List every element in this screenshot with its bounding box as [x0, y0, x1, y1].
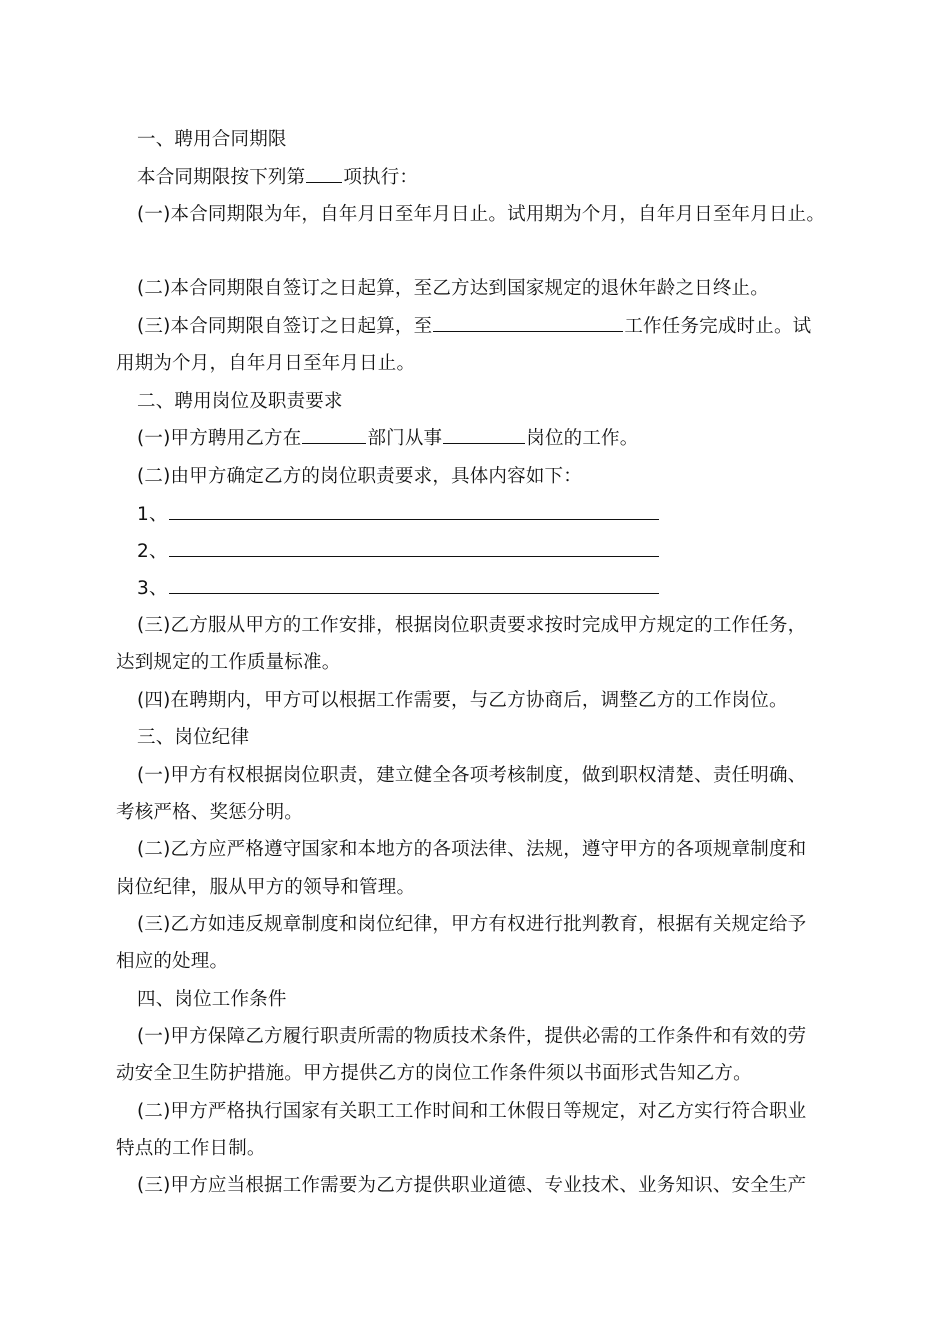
- fill-blank: [433, 315, 623, 332]
- fill-blank: [443, 427, 525, 444]
- paragraph-line: (四)在聘期内，甲方可以根据工作需要，与乙方协商后，调整乙方的工作岗位。: [137, 690, 788, 711]
- duty-line-1: 1、: [137, 503, 660, 527]
- paragraph-line: (二)由甲方确定乙方的岗位职责要求，具体内容如下：: [137, 466, 582, 487]
- section-heading-4: 四、岗位工作条件: [137, 989, 287, 1010]
- section-heading-1: 一、聘用合同期限: [137, 129, 287, 150]
- paragraph-line: 本合同期限按下列第 项执行：: [137, 167, 419, 188]
- paragraph-line: (一)本合同期限为年，自年月日至年月日止。试用期为个月，自年月日至年月日止。: [137, 204, 826, 225]
- paragraph-line: (三)本合同期限自签订之日起算，至 工作任务完成时止。试: [137, 316, 812, 337]
- duty-line-3: 3、: [137, 577, 660, 601]
- section-heading-3: 三、岗位纪律: [137, 727, 250, 748]
- paragraph-line: (二)本合同期限自签订之日起算，至乙方达到国家规定的退休年龄之日终止。: [137, 278, 769, 299]
- paragraph-line: 特点的工作日制。: [116, 1138, 266, 1159]
- paragraph-line: 考核严格、奖惩分明。: [116, 802, 304, 823]
- paragraph-line: (二)乙方应严格遵守国家和本地方的各项法律、法规，遵守甲方的各项规章制度和: [137, 839, 807, 860]
- paragraph-line: 相应的处理。: [116, 951, 229, 972]
- fill-blank: [169, 540, 659, 557]
- fill-blank: [169, 577, 659, 594]
- paragraph-line: (一)甲方保障乙方履行职责所需的物质技术条件，提供必需的工作条件和有效的劳: [137, 1026, 807, 1047]
- paragraph-line: 岗位纪律，服从甲方的领导和管理。: [116, 877, 416, 898]
- paragraph-line: 用期为个月，自年月日至年月日止。: [116, 353, 416, 374]
- section-heading-2: 二、聘用岗位及职责要求: [137, 391, 343, 412]
- paragraph-line: (三)甲方应当根据工作需要为乙方提供职业道德、专业技术、业务知识、安全生产: [137, 1175, 807, 1196]
- paragraph-line: 动安全卫生防护措施。甲方提供乙方的岗位工作条件须以书面形式告知乙方。: [116, 1063, 752, 1084]
- paragraph-line: (一)甲方聘用乙方在 部门从事 岗位的工作。: [137, 428, 639, 449]
- duty-line-2: 2、: [137, 540, 660, 564]
- paragraph-line: (三)乙方服从甲方的工作安排，根据岗位职责要求按时完成甲方规定的工作任务，: [137, 615, 807, 636]
- paragraph-line: (三)乙方如违反规章制度和岗位纪律，甲方有权进行批判教育，根据有关规定给予: [137, 914, 807, 935]
- fill-blank: [169, 503, 659, 520]
- fill-blank: [306, 166, 342, 183]
- paragraph-line: (一)甲方有权根据岗位职责，建立健全各项考核制度，做到职权清楚、责任明确、: [137, 765, 807, 786]
- paragraph-line: (二)甲方严格执行国家有关职工工作时间和工休假日等规定，对乙方实行符合职业: [137, 1101, 807, 1122]
- paragraph-line: 达到规定的工作质量标准。: [116, 652, 341, 673]
- fill-blank: [302, 427, 366, 444]
